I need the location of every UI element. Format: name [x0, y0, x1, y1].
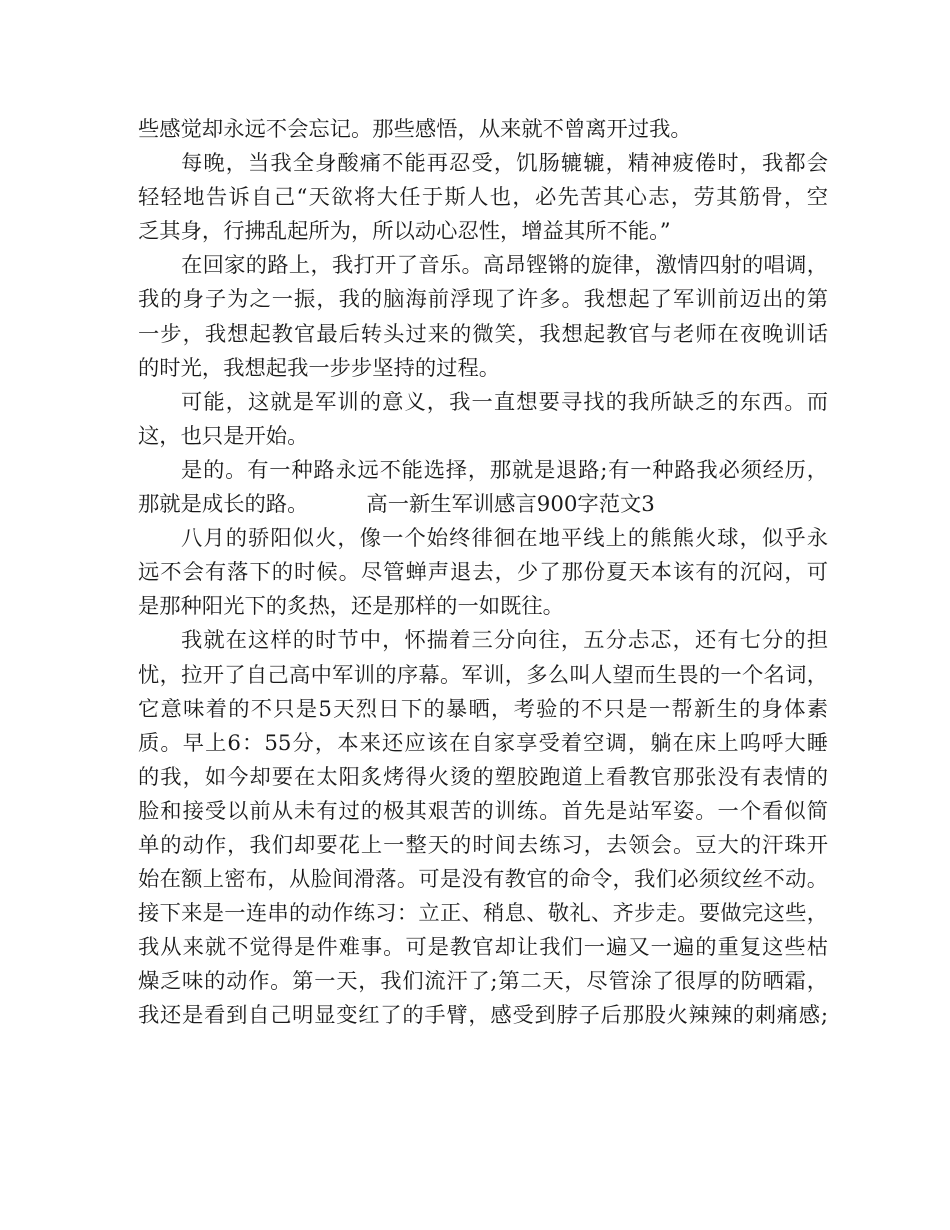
text-line: 轻轻地告诉自己“天欲将大任于斯人也，必先苦其心志，劳其筋骨，空	[138, 185, 828, 211]
text-line: 我还是看到自己明显变红了的手臂，感受到脖子后那股火辣辣的刺痛感;	[138, 1003, 828, 1029]
text-line: 的我，如今却要在太阳炙烤得火烫的塑胶跑道上看教官那张没有表情的	[138, 764, 828, 790]
text-line: 八月的骄阳似火，像一个始终徘徊在地平线上的熊熊火球，似乎永	[181, 526, 828, 552]
text-line: 单的动作，我们却要花上一整天的时间去练习，去领会。豆大的汗珠开	[138, 832, 828, 858]
text-line: 可能，这就是军训的意义，我一直想要寻找的我所缺乏的东西。而	[181, 389, 828, 415]
text-line: 些感觉却永远不会忘记。那些感悟，从来就不曾离开过我。	[138, 117, 692, 142]
document-body	[138, 113, 828, 1034]
text-line: 我从来就不觉得是件难事。可是教官却让我们一遍又一遍的重复这些枯	[138, 935, 828, 961]
text-line: 脸和接受以前从未有过的极其艰苦的训练。首先是站军姿。一个看似简	[138, 798, 828, 824]
text-line-segment: 那就是成长的路。	[138, 492, 309, 518]
text-line: 这，也只是开始。	[138, 423, 309, 449]
text-line-with-heading	[138, 488, 828, 522]
text-line: 燥乏味的动作。第一天，我们流汗了;第二天，尽管涂了很厚的防晒霜，	[138, 969, 828, 995]
text-line: 我的身子为之一振，我的脑海前浮现了许多。我想起了军训前迈出的第	[138, 287, 828, 313]
text-line: 在回家的路上，我打开了音乐。高昂铿锵的旋律，激情四射的唱调，	[181, 253, 828, 279]
text-line: 忧，拉开了自己高中军训的序幕。军训，多么叫人望而生畏的一个名词，	[138, 662, 828, 688]
text-line: 接下来是一连串的动作练习：立正、稍息、敬礼、齐步走。要做完这些，	[138, 901, 828, 927]
text-line: 是的。有一种路永远不能选择，那就是退路;有一种路我必须经历，	[181, 457, 828, 483]
text-line: 远不会有落下的时候。尽管蝉声退去，少了那份夏天本该有的沉闷，可	[138, 560, 828, 586]
text-line: 它意味着的不只是5天烈日下的暴晒，考验的不只是一帮新生的身体素	[138, 696, 828, 722]
text-line: 质。早上6：55分，本来还应该在自家享受着空调，躺在床上呜呼大睡	[138, 730, 828, 756]
text-line: 一步，我想起教官最后转头过来的微笑，我想起教官与老师在夜晚训话	[138, 321, 828, 347]
text-line: 乏其身，行拂乱起所为，所以动心忍性，增益其所不能。”	[138, 219, 671, 245]
section-heading: 高一新生军训感言900字范文3	[366, 492, 655, 518]
text-line: 始在额上密布，从脸间滑落。可是没有教官的命令，我们必须纹丝不动。	[138, 867, 828, 893]
text-line: 我就在这样的时节中，怀揣着三分向往，五分忐忑，还有七分的担	[181, 628, 828, 654]
text-line: 每晚，当我全身酸痛不能再忍受，饥肠辘辘，精神疲倦时，我都会	[181, 151, 828, 177]
text-line: 的时光，我想起我一步步坚持的过程。	[138, 355, 501, 381]
text-line: 是那种阳光下的炙热，还是那样的一如既往。	[138, 594, 564, 620]
